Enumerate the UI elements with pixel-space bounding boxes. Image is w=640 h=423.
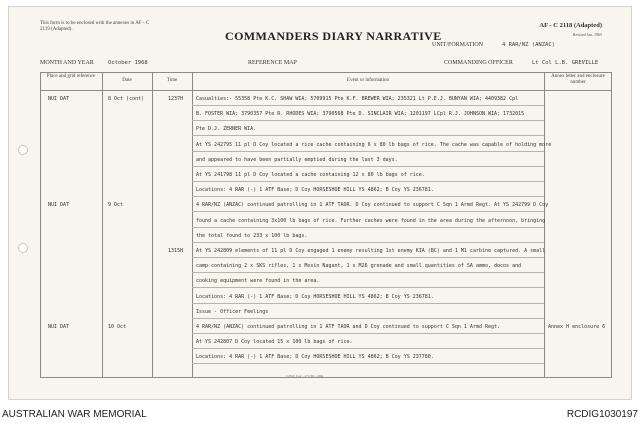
ruled-line [192, 105, 544, 106]
entry-event-line: At YS 242795 11 pl D Coy located a rice cache containing 6 x 80 lb bags of rice. The cache was capable of holding more [196, 141, 552, 148]
column-divider [544, 72, 545, 378]
ruled-line [192, 348, 544, 349]
column-header-place: Place and grid reference [46, 74, 96, 79]
entry-event-line: camp containing 2 x SKS rifles, 1 x Mosin Nagant, 1 x M26 grenade and small quantities of SA ammo, docos and [196, 263, 522, 270]
entry-event-line: the total found to 233 x 100 lb bags. [196, 232, 308, 239]
ruled-line [192, 287, 544, 288]
entry-place: NUI DAT [48, 96, 70, 102]
entry-date: 8 Oct (cont) [108, 96, 145, 102]
entry-date: 9 Oct [108, 202, 124, 209]
month-value: October 1968 [108, 60, 148, 66]
column-header-time: Time [166, 78, 178, 83]
form-revision: Revised Jan, 1965 [572, 32, 602, 37]
entry-event-line: Locations: 4 RAR (-) 1 ATF Base; D Coy HORSESHOE HILL YS 4862; B Coy YS 237780. [196, 354, 434, 361]
column-header-annex: Annex letter and enclosure number [551, 74, 605, 85]
ruled-line [192, 303, 544, 304]
entry-event-line: At YS 242807 D Coy located 15 x 100 lb bags of rice. [196, 339, 353, 346]
ruled-line [192, 120, 544, 121]
archive-caption: AUSTRALIAN WAR MEMORIAL [2, 409, 147, 420]
punch-hole [18, 243, 28, 253]
entry-annex: Annex H enclosure 6 [548, 324, 606, 330]
entry-place: NUI DAT [48, 324, 70, 330]
unit-value: 4 RAR/NZ (ANZAC) [502, 42, 555, 48]
entry-event-line: 4 RAR/NZ (ANZAC) continued patrolling in 1 ATF TAOR and D Coy continued to support C Sqn 1 Armd Regt. [196, 324, 501, 330]
ruled-line [192, 181, 544, 182]
entry-place: NUI DAT [48, 202, 70, 209]
form-title: COMMANDERS DIARY NARRATIVE [225, 29, 442, 43]
ruled-line [192, 135, 544, 136]
header-divider [40, 90, 612, 91]
record-id: RCDIG1030197 [566, 409, 638, 420]
entry-event-line: Locations: 4 RAR (-) 1 ATF Base; D Coy HORSESHOE HILL YS 4862; B Coy YS 236781. [196, 187, 434, 194]
entry-event-line: Pte D.J. ZERNER WIA. [196, 126, 257, 133]
ruled-line [192, 166, 544, 167]
ruled-line [192, 227, 544, 228]
co-label: COMMANDING OFFICER [444, 60, 513, 66]
entry-event-line: Locations: 4 RAR (-) 1 ATF Base; D Coy HORSESHOE HILL YS 4862; B Coy YS 236781. [196, 293, 434, 300]
entry-date: 10 Oct [108, 324, 127, 330]
entry-event-line: At YS 241798 11 pl D Coy located a cache containing 12 x 80 lb bags of rice. [196, 172, 425, 178]
unit-label: UNIT/FORMATION [432, 42, 483, 48]
entry-event-line: found a cache containing 3x100 lb bags of rice. Further caches were found in the area during the afternoon, bringing [196, 217, 546, 224]
co-value: Lt Col L.B. GREVILLE [532, 60, 599, 66]
ruled-line [192, 333, 544, 334]
form-code: AF - C 2118 (Adapted) [539, 22, 602, 29]
entry-time: 1315H [168, 248, 184, 254]
column-header-date: Date [122, 78, 132, 83]
form-footer: C.B.P. Coy - 271/65 - 20m [286, 374, 324, 378]
ruled-line [192, 151, 544, 152]
entry-event-line: and appeared to have been partially emptied during the last 3 days. [196, 156, 398, 163]
ruled-line [192, 242, 544, 243]
month-label: MONTH AND YEAR [40, 60, 94, 66]
form-note: This form is to be enclosed with the annexes in AF - C 2119 (Adapted). [40, 21, 150, 32]
entry-event-line: 4 RAR/NZ (ANZAC) continued patrolling in 1 ATF TAOR. D Coy continued to support C Sqn 1 Armd Regt. At YS 242799 D Coy [196, 202, 549, 209]
column-header-event: Event or information [347, 78, 389, 83]
ruled-line [192, 196, 544, 197]
entry-time: 1237H [168, 96, 184, 102]
ruled-line [192, 318, 544, 319]
ruled-line [192, 211, 544, 212]
punch-hole [18, 145, 28, 155]
column-divider [102, 72, 103, 378]
ruled-line [192, 272, 544, 273]
refmap-label: REFERENCE MAP [248, 60, 297, 66]
entry-event-line: At YS 242809 elements of 11 pl D Coy engaged 1 enemy resulting 1xt enemy KIA (BC) and 1 M1 carbine captured. A small [196, 248, 546, 254]
column-divider [152, 72, 153, 378]
entry-event-line: B. FOSTER WIA; 3790357 Pte R. RHODES WIA; 3790568 Pte D. SINCLAIR WIA; 1201197 LCpl R.J. JOHNSON WIA; 1732015 [196, 111, 525, 118]
entry-event-line: Casualties:- 55358 Pte K.C. SHAW WIA; 5709915 Pte K.F. BREWER WIA; 235321 Lt P.E.J. BUNYAN WIA; 4409382 Cpl [196, 96, 519, 102]
ruled-line [192, 363, 544, 364]
ruled-line [192, 257, 544, 258]
entry-event-line: cooking equipment were found in the area. [196, 278, 320, 285]
entry-event-line: Issue - Officer Feelings [196, 308, 269, 315]
